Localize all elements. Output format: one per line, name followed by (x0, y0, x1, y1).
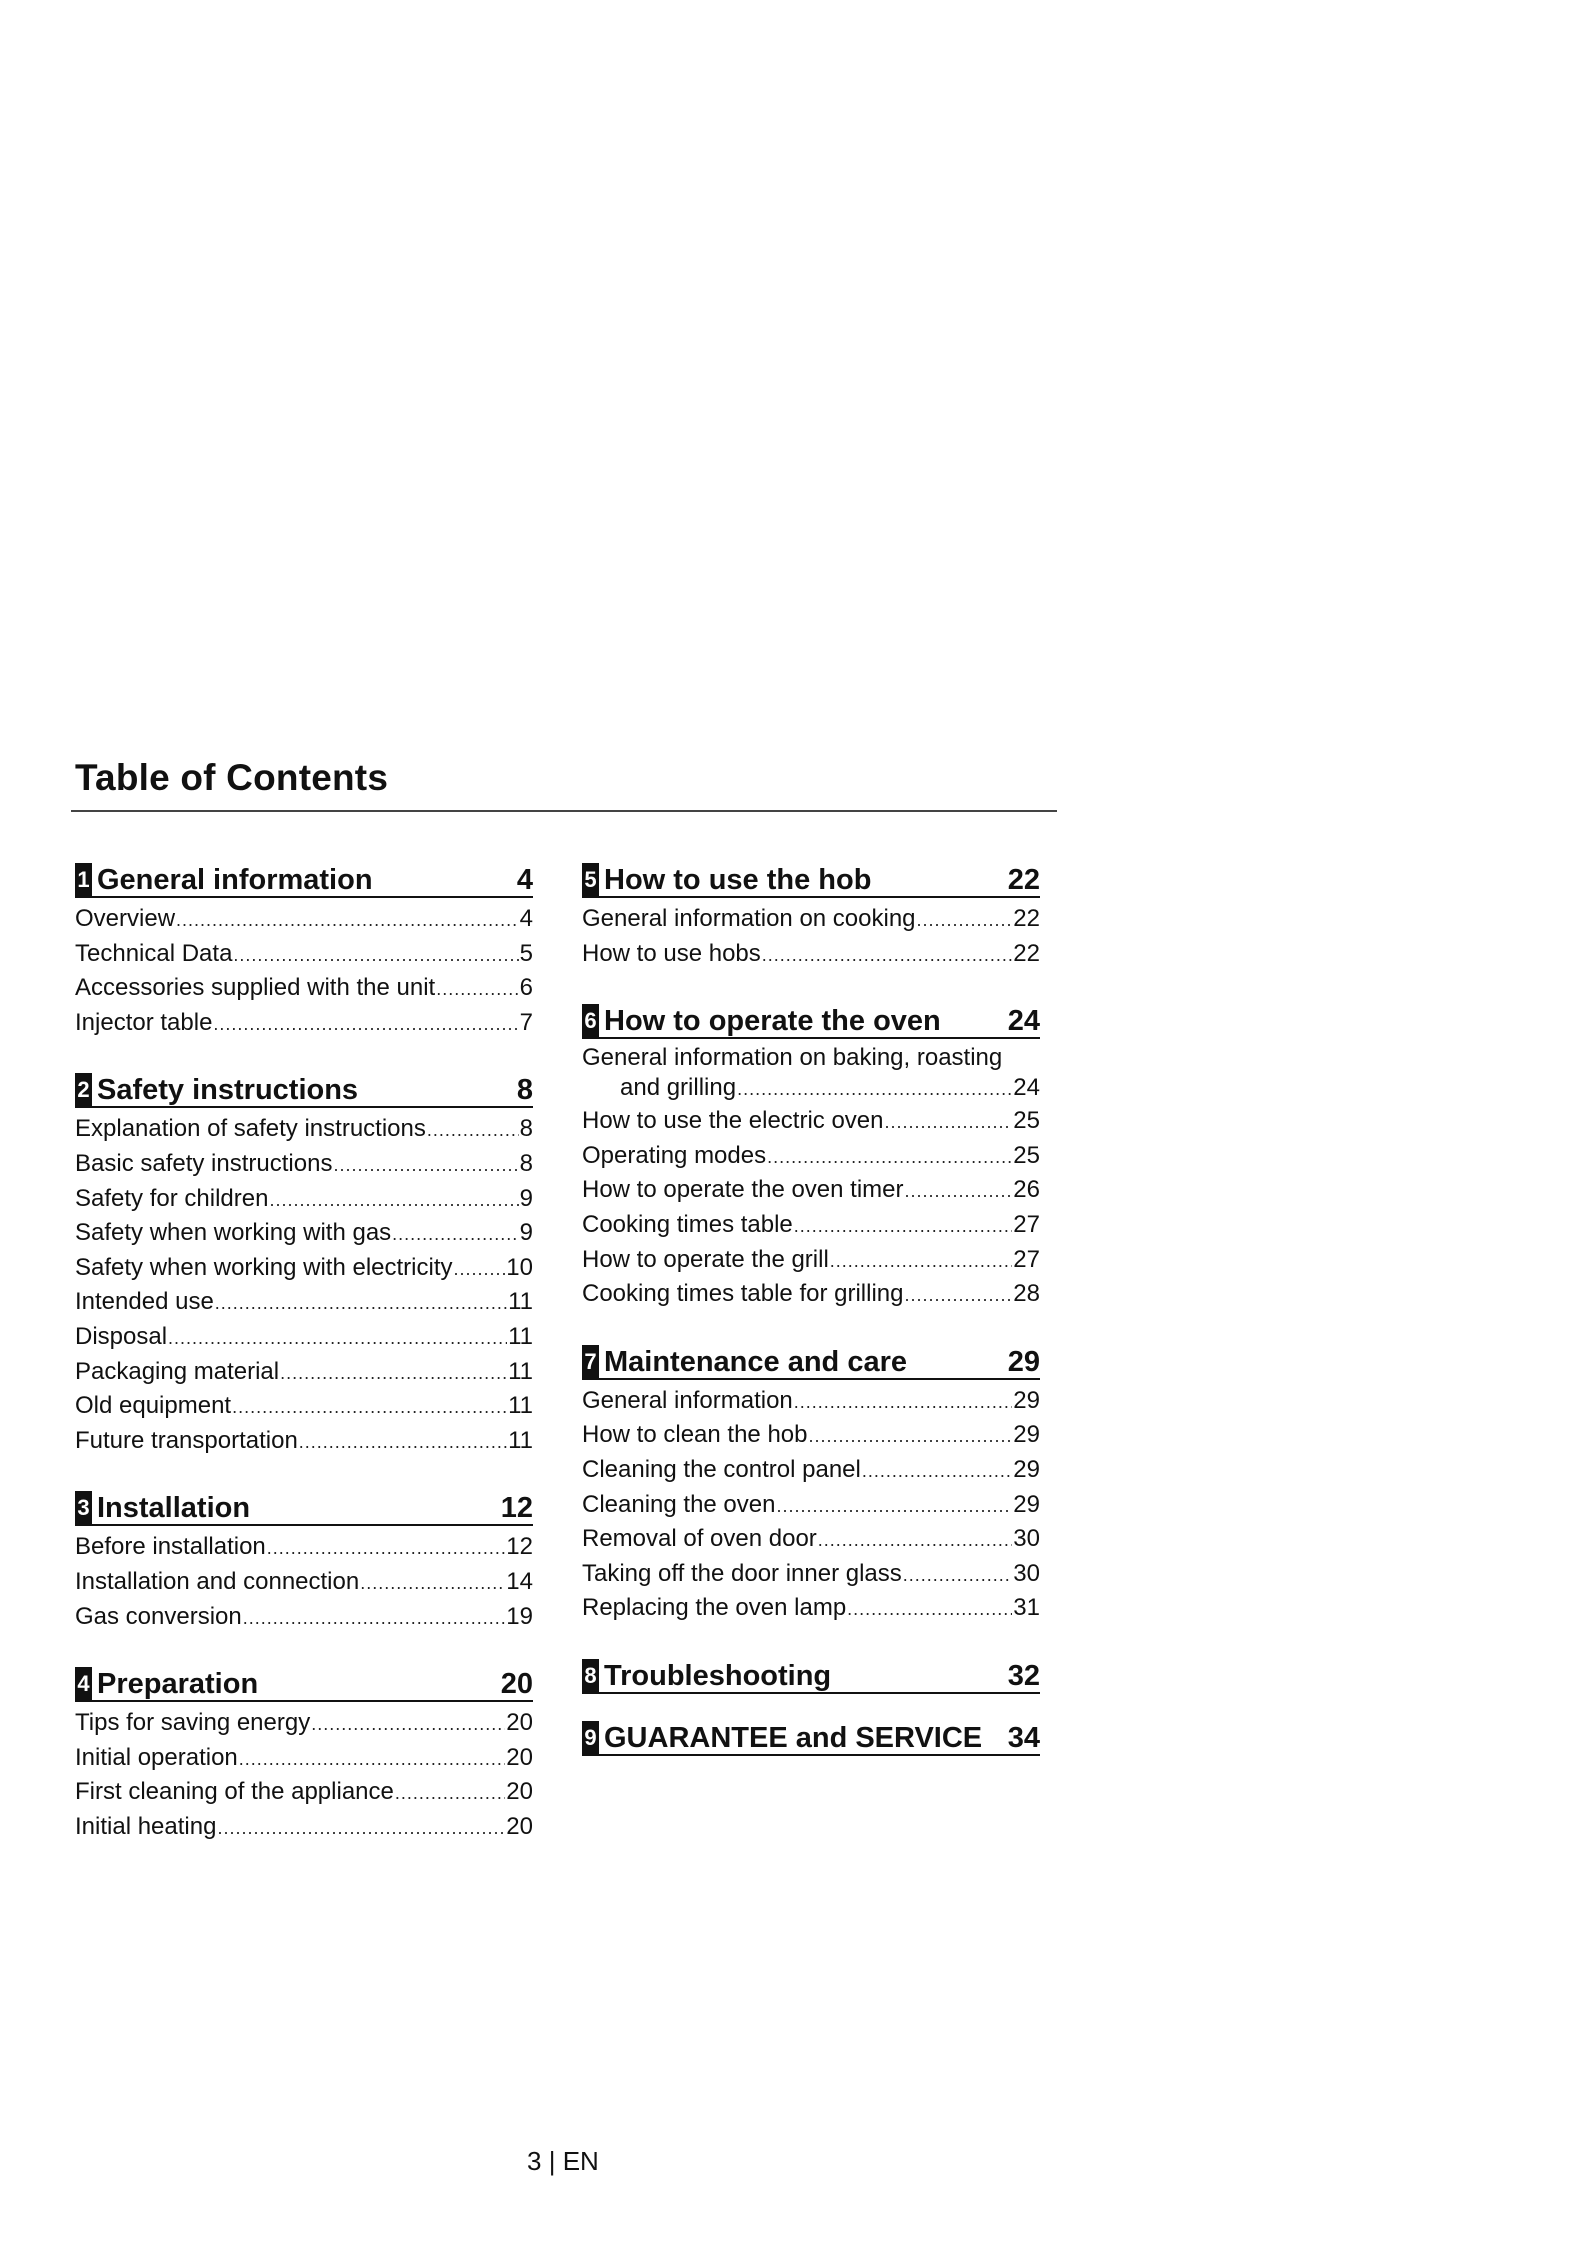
dot-leader (794, 1385, 1013, 1420)
toc-entry[interactable] (75, 1775, 533, 1810)
toc-entry[interactable] (75, 1320, 533, 1355)
entry-page-number: 11 (508, 1322, 533, 1350)
dot-leader (905, 1174, 1013, 1209)
toc-entry[interactable] (75, 1810, 533, 1845)
section-page-number: 29 (1007, 1345, 1040, 1378)
toc-entry[interactable] (582, 1104, 1040, 1139)
entry-page-number: 20 (506, 1743, 533, 1771)
entry-label: Technical Data (75, 939, 233, 967)
toc-entry[interactable] (75, 1565, 533, 1600)
toc-section (582, 1658, 1040, 1694)
toc-entry[interactable] (75, 937, 533, 972)
section-heading[interactable] (75, 1666, 533, 1702)
section-number-badge: 3 (75, 1491, 92, 1524)
toc-entry[interactable] (582, 1453, 1040, 1488)
entry-label: Overview (75, 905, 176, 932)
page-title: Table of Contents (75, 757, 389, 798)
entry-page-number: 12 (506, 1533, 533, 1561)
entry-page-number: 22 (1013, 905, 1040, 932)
entry-label: Cleaning the control panel (582, 1455, 861, 1483)
section-entries (75, 1530, 533, 1634)
entry-page-number: 11 (508, 1392, 533, 1420)
toc-section (582, 1003, 1040, 1312)
section-page-number: 4 (516, 864, 533, 896)
page-number: 3 (527, 2146, 542, 2176)
toc-entry[interactable] (75, 1530, 533, 1565)
entry-page-number: 20 (506, 1778, 533, 1806)
toc-entry[interactable] (582, 1591, 1040, 1626)
entry-label: Packaging material (75, 1357, 280, 1385)
entry-page-number: 9 (519, 1219, 533, 1247)
toc-entry[interactable] (582, 1043, 1040, 1104)
entry-page-number: 26 (1013, 1176, 1040, 1204)
dot-leader (360, 1566, 505, 1601)
toc-entry[interactable] (75, 1006, 533, 1041)
entry-page-number: 25 (1013, 1141, 1040, 1169)
section-spacer (582, 1312, 1040, 1344)
entry-page-number: 11 (508, 1426, 533, 1454)
toc-section (582, 1344, 1040, 1626)
section-page-number: 34 (1007, 1721, 1040, 1754)
entry-page-number: 29 (1013, 1455, 1040, 1483)
entry-page-number: 27 (1013, 1210, 1040, 1238)
section-entries (75, 902, 533, 1040)
entry-label: Future transportation (75, 1426, 298, 1454)
entry-label: Safety when working with electricity (75, 1253, 453, 1281)
entry-label: Explanation of safety instructions (75, 1115, 426, 1143)
entry-label: Replacing the oven lamp (582, 1594, 847, 1622)
entry-page-number: 22 (1013, 939, 1040, 967)
entry-label: Gas conversion (75, 1602, 242, 1630)
section-heading[interactable] (75, 1072, 533, 1108)
entry-page-number: 8 (519, 1149, 533, 1177)
section-spacer (75, 1040, 533, 1072)
toc-entry[interactable] (75, 902, 533, 937)
section-heading[interactable] (582, 1720, 1040, 1756)
entry-page-number: 28 (1013, 1280, 1040, 1308)
section-title: Troubleshooting (604, 1659, 832, 1692)
toc-entry[interactable] (582, 1173, 1040, 1208)
section-title: Preparation (97, 1668, 259, 1701)
section-entries (75, 1112, 533, 1458)
entry-label: Old equipment (75, 1392, 232, 1420)
entry-label: Safety for children (75, 1184, 269, 1212)
dot-leader (243, 1601, 506, 1636)
dot-leader (737, 1074, 1012, 1104)
language-code: EN (562, 2146, 599, 2176)
section-page-number: 32 (1007, 1659, 1040, 1692)
section-number-badge: 2 (75, 1073, 92, 1106)
entry-label: How to use the electric oven (582, 1107, 884, 1135)
section-number-badge: 1 (75, 863, 92, 896)
dot-leader (232, 1390, 507, 1425)
section-title: Maintenance and care (604, 1345, 907, 1378)
entry-page-number: 4 (519, 905, 533, 932)
entry-page-number: 24 (1013, 1074, 1040, 1102)
entry-label: Tips for saving energy (75, 1709, 311, 1737)
toc-entry[interactable] (75, 1182, 533, 1217)
entry-page-number: 30 (1013, 1559, 1040, 1587)
entry-page-number: 7 (519, 1008, 533, 1036)
dot-leader (885, 1105, 1013, 1140)
entry-page-number: 8 (519, 1115, 533, 1143)
section-spacer (75, 1634, 533, 1666)
toc-right-column (582, 862, 1040, 1760)
entry-label: Cooking times table for grilling (582, 1280, 904, 1308)
dot-leader (917, 903, 1013, 938)
entry-label: Initial heating (75, 1812, 217, 1840)
dot-leader (233, 938, 518, 973)
section-spacer (75, 1458, 533, 1490)
section-heading[interactable] (75, 1490, 533, 1526)
toc-entry[interactable] (75, 1216, 533, 1251)
dot-leader (239, 1742, 506, 1777)
entry-page-number: 20 (506, 1709, 533, 1737)
dot-leader (311, 1707, 505, 1742)
toc-entry[interactable] (75, 1741, 533, 1776)
toc-entry[interactable] (75, 1706, 533, 1741)
entry-label: Before installation (75, 1533, 266, 1561)
section-title: General information (97, 864, 373, 896)
entry-page-number: 10 (506, 1253, 533, 1281)
section-title: How to operate the oven (604, 1005, 941, 1038)
toc-section (75, 1490, 533, 1634)
entry-label: Initial operation (75, 1743, 238, 1771)
section-page-number: 12 (500, 1492, 533, 1525)
dot-leader (176, 903, 519, 938)
entry-label: Removal of oven door (582, 1525, 817, 1553)
entry-label: How to operate the oven timer (582, 1176, 904, 1204)
entry-label: How to use hobs (582, 939, 761, 967)
entry-page-number: 14 (506, 1567, 533, 1595)
toc-entry[interactable] (582, 1418, 1040, 1453)
section-entries (582, 1384, 1040, 1626)
entry-continuation (582, 1073, 1040, 1104)
toc-entry[interactable] (75, 1112, 533, 1147)
section-number-badge: 9 (582, 1721, 599, 1754)
toc-entry[interactable] (582, 1243, 1040, 1278)
dot-leader (762, 938, 1013, 973)
toc-entry[interactable] (582, 1384, 1040, 1419)
entry-label-continued: and grilling (620, 1074, 737, 1102)
entry-label: General information on cooking (582, 905, 916, 932)
dot-leader (862, 1454, 1012, 1489)
toc-entry[interactable] (75, 1424, 533, 1459)
section-entries (582, 902, 1040, 971)
section-entries (582, 1043, 1040, 1312)
toc-entry[interactable] (582, 1208, 1040, 1243)
dot-leader (333, 1148, 518, 1183)
dot-leader (903, 1558, 1013, 1593)
toc-entry[interactable] (75, 1600, 533, 1635)
toc-entry[interactable] (582, 1277, 1040, 1312)
dot-leader (213, 1007, 518, 1042)
section-page-number: 8 (516, 1074, 533, 1107)
entry-label: Accessories supplied with the unit (75, 974, 436, 1002)
dot-leader (392, 1217, 518, 1252)
entry-label: Disposal (75, 1322, 168, 1350)
dot-leader (904, 1278, 1012, 1313)
entry-label: General information on baking, roasting (582, 1044, 1003, 1072)
entry-label: Cooking times table (582, 1210, 793, 1238)
entry-label: Intended use (75, 1288, 214, 1316)
section-title: GUARANTEE and SERVICE (604, 1721, 983, 1754)
section-entries (75, 1706, 533, 1844)
dot-leader (427, 1113, 519, 1148)
toc-section (75, 1666, 533, 1844)
toc-entry[interactable] (582, 902, 1040, 937)
entry-label: General information (582, 1386, 793, 1414)
toc-entry[interactable] (75, 1355, 533, 1390)
entry-page-number: 20 (506, 1812, 533, 1840)
entry-page-number: 30 (1013, 1525, 1040, 1553)
toc-entry[interactable] (582, 1139, 1040, 1174)
dot-leader (453, 1252, 505, 1287)
section-number-badge: 7 (582, 1345, 599, 1378)
title-divider (71, 810, 1057, 812)
page-footer (527, 2146, 599, 2177)
entry-page-number: 29 (1013, 1490, 1040, 1518)
entry-page-number: 11 (508, 1357, 533, 1385)
section-heading[interactable] (582, 1658, 1040, 1694)
entry-page-number: 11 (508, 1288, 533, 1316)
entry-page-number: 5 (519, 939, 533, 967)
section-number-badge: 5 (582, 863, 599, 896)
section-heading[interactable] (582, 862, 1040, 898)
toc-section (75, 862, 533, 1040)
section-page-number: 24 (1007, 1005, 1040, 1038)
section-heading[interactable] (582, 1344, 1040, 1380)
section-page-number: 20 (500, 1668, 533, 1701)
section-number-badge: 4 (75, 1667, 92, 1700)
toc-entry[interactable] (75, 971, 533, 1006)
section-number-badge: 6 (582, 1004, 599, 1037)
section-title: Safety instructions (97, 1074, 359, 1107)
toc-entry[interactable] (75, 1285, 533, 1320)
dot-leader (776, 1489, 1012, 1524)
dot-leader (794, 1209, 1013, 1244)
dot-leader (217, 1811, 505, 1846)
section-number-badge: 8 (582, 1659, 599, 1692)
toc-left-column (75, 862, 533, 1844)
section-heading[interactable] (75, 862, 533, 898)
entry-label: Cleaning the oven (582, 1490, 776, 1518)
section-title: How to use the hob (604, 864, 872, 896)
entry-page-number: 29 (1013, 1421, 1040, 1449)
dot-leader (818, 1523, 1013, 1558)
dot-leader (847, 1592, 1012, 1627)
dot-leader (168, 1321, 507, 1356)
entry-page-number: 29 (1013, 1386, 1040, 1414)
toc-entry[interactable] (582, 1522, 1040, 1557)
entry-label: How to clean the hob (582, 1421, 808, 1449)
toc-entry[interactable] (75, 1389, 533, 1424)
entry-page-number: 27 (1013, 1245, 1040, 1273)
section-spacer (582, 1626, 1040, 1658)
toc-section (582, 862, 1040, 971)
toc-entry[interactable] (75, 1251, 533, 1286)
toc-entry[interactable] (75, 1147, 533, 1182)
entry-label: Safety when working with gas (75, 1219, 392, 1247)
entry-label: Installation and connection (75, 1567, 360, 1595)
entry-label: Basic safety instructions (75, 1149, 333, 1177)
section-heading[interactable] (582, 1003, 1040, 1039)
toc-section (582, 1720, 1040, 1756)
entry-page-number: 19 (506, 1602, 533, 1630)
entry-page-number: 31 (1013, 1594, 1040, 1622)
dot-leader (830, 1244, 1013, 1279)
entry-label: How to operate the grill (582, 1245, 829, 1273)
section-page-number: 22 (1007, 864, 1040, 896)
entry-page-number: 25 (1013, 1107, 1040, 1135)
dot-leader (269, 1183, 518, 1218)
section-spacer (582, 971, 1040, 1003)
toc-entry[interactable] (582, 1557, 1040, 1592)
entry-label: Operating modes (582, 1141, 767, 1169)
toc-entry[interactable] (582, 1488, 1040, 1523)
dot-leader (767, 1140, 1012, 1175)
dot-leader (215, 1286, 507, 1321)
section-title: Installation (97, 1492, 251, 1525)
entry-page-number: 6 (519, 974, 533, 1002)
dot-leader (299, 1425, 507, 1460)
dot-leader (280, 1356, 507, 1391)
section-spacer (582, 1698, 1040, 1720)
dot-leader (808, 1419, 1012, 1454)
dot-leader (436, 972, 518, 1007)
footer-separator: | (548, 2146, 556, 2176)
entry-label: Taking off the door inner glass (582, 1559, 902, 1587)
entry-label: Injector table (75, 1008, 213, 1036)
toc-section (75, 1072, 533, 1458)
entry-page-number: 9 (519, 1184, 533, 1212)
dot-leader (267, 1531, 506, 1566)
dot-leader (395, 1776, 505, 1811)
entry-label: First cleaning of the appliance (75, 1778, 394, 1806)
toc-entry[interactable] (582, 937, 1040, 972)
